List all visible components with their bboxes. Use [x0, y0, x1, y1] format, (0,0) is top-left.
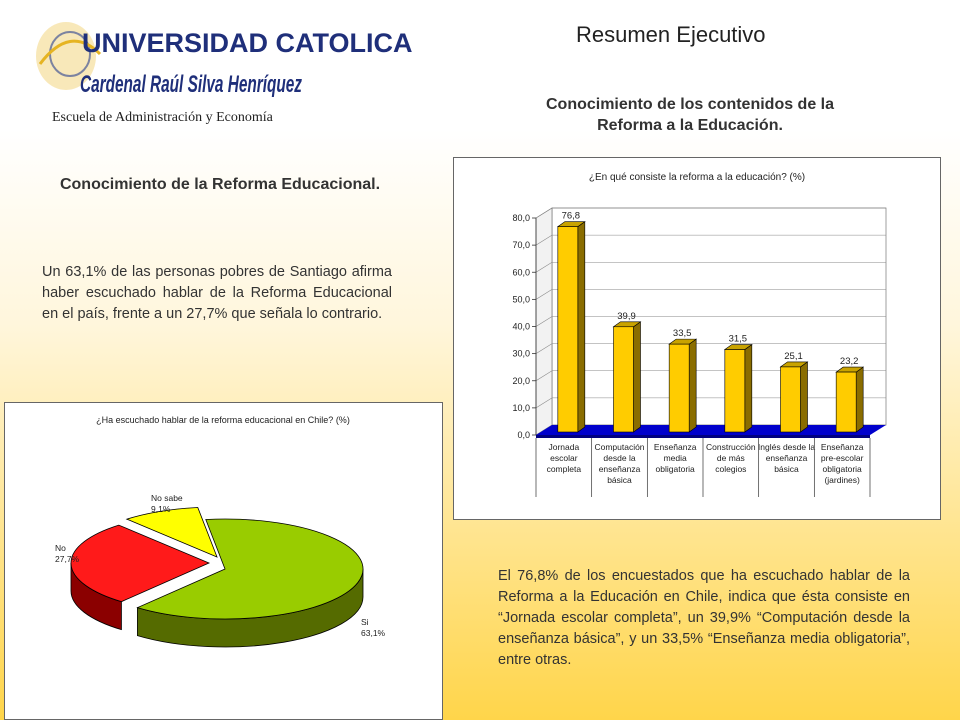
school-name: Escuela de Administración y Economía	[52, 110, 273, 125]
right-subtitle-line1: Conocimiento de los contenidos de la	[545, 96, 835, 113]
page-title: Resumen Ejecutivo	[576, 22, 766, 47]
bar-category-label-line: desde la	[603, 453, 636, 463]
bar-category-label-line: de más	[716, 453, 745, 463]
bar-category-label-line: Inglés desde la	[757, 442, 816, 452]
bar-category-label-line: completa	[546, 464, 582, 474]
pie-slice-label-name: Si	[361, 617, 369, 627]
pie-chart-frame	[4, 402, 443, 720]
bar-category-label-line: Enseñanza	[653, 442, 697, 452]
bar-chart	[454, 158, 940, 519]
university-logo	[30, 14, 413, 106]
bar-category-label	[547, 442, 582, 474]
bar-category-label-line: Construcción	[706, 442, 756, 452]
bar	[836, 372, 856, 432]
bar-category-label-line: (jardines)	[824, 475, 860, 485]
bar-value-label: 25,1	[784, 350, 803, 362]
pie-slice-label-name: No	[55, 543, 66, 553]
bar	[725, 350, 745, 432]
bar-chart-y-tick-label: 50,0	[512, 294, 530, 305]
pie-slice-label	[55, 543, 80, 564]
right-paragraph: El 76,8% de los encuestados que ha escuchado hablar de la Reforma a la Educación en Chile, indica que ésta consiste en “Jornada escolar completa”, un 39,9% “Computación desde la enseñanza básica”, y un 33,5% “Enseñanza media obligatoria”, entre otras.	[498, 568, 910, 668]
bar	[614, 327, 634, 432]
bar-category-label-line: pre-escolar	[820, 453, 864, 463]
pie-slice-label-value: 63,1%	[361, 628, 386, 638]
bar-side	[856, 367, 863, 432]
logo-line1: UNIVERSIDAD CATOLICA	[82, 28, 413, 58]
bar-category-label	[594, 442, 644, 485]
pie-slice-label-value: 27,7%	[55, 554, 80, 564]
bar-chart-y-tick-label: 20,0	[512, 375, 530, 386]
bar-chart-y-tick-label: 10,0	[512, 402, 530, 413]
pie-slice-label-name: No sabe	[151, 493, 183, 503]
pie-slice-label-value: 9,1%	[151, 504, 171, 514]
bar-side	[745, 345, 752, 432]
bar-category-label-line: obligatoria	[822, 464, 862, 474]
bar-side	[634, 322, 641, 432]
pie-slice-label	[361, 617, 386, 638]
bar-value-label: 76,8	[561, 210, 581, 222]
pie-chart-title: ¿Ha escuchado hablar de la reforma educacional en Chile? (%)	[96, 415, 350, 425]
bar-category-label-line: media	[663, 453, 687, 463]
bar-category-label-line: enseñanza	[598, 464, 641, 474]
bar-category-label-line: colegios	[715, 464, 747, 474]
bar-category-label-line: Enseñanza	[820, 442, 864, 452]
bar-chart-y-tick-label: 0,0	[517, 430, 530, 440]
bar-value-label: 23,2	[839, 356, 859, 368]
bar-chart-y-tick-label: 30,0	[512, 348, 530, 359]
bar-side	[801, 362, 808, 432]
bar-side	[689, 339, 696, 432]
bar-category-label-line: básica	[607, 475, 632, 485]
bar-category-label-line: Computación	[594, 442, 645, 452]
bar-chart-floor-edge	[536, 435, 870, 438]
bar-chart-frame	[453, 157, 941, 520]
left-subtitle: Conocimiento de la Reforma Educacional.	[59, 176, 381, 193]
right-subtitle	[520, 94, 860, 136]
bar-side	[578, 222, 585, 432]
bar-chart-title: ¿En qué consiste la reforma a la educación? (%)	[588, 172, 806, 183]
bar-value-label: 33,5	[672, 328, 692, 340]
bar-category-label	[706, 442, 756, 474]
bar	[781, 367, 801, 432]
bar-category-label-line: enseñanza	[765, 453, 808, 463]
pie-chart	[5, 403, 442, 719]
bar-category-label-line: obligatoria	[655, 464, 695, 474]
bar-category-label-line: Jornada	[548, 442, 580, 452]
bar-category-label-line: básica	[774, 464, 799, 474]
bar-chart-y-tick-label: 80,0	[512, 213, 530, 223]
bar-value-label: 31,5	[728, 333, 748, 345]
bar-value-label: 39,9	[617, 310, 636, 322]
bar-chart-floor	[536, 425, 886, 435]
bar-category-label	[758, 442, 815, 474]
bar-chart-y-tick-label: 60,0	[512, 267, 530, 278]
bar	[558, 227, 578, 432]
logo-line2: Cardenal Raúl Silva Henríquez	[80, 71, 302, 98]
bar-category-label	[654, 442, 697, 474]
left-paragraph: Un 63,1% de las personas pobres de Santiago afirma haber escuchado hablar de la Reforma Educacional en el país, frente a un 27,7% que señala lo contrario.	[42, 264, 392, 322]
bar-chart-y-tick-label: 40,0	[512, 321, 530, 332]
right-subtitle-line2: Reforma a la Educación.	[597, 117, 783, 134]
bar-category-label	[821, 442, 864, 485]
bar-category-label-line: escolar	[550, 453, 578, 463]
bar	[669, 344, 689, 432]
bar-chart-y-tick-label: 70,0	[512, 240, 530, 251]
